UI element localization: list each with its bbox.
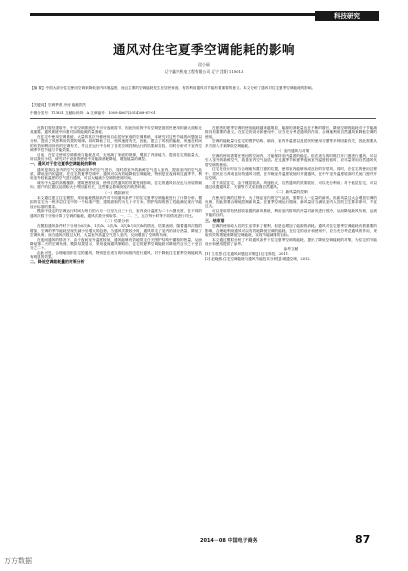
classification-line: 中图分类号：TU831 文献标识码：A 文章编号：1009-4067(2014)08-87-01 <box>30 111 156 115</box>
reference-item: [2] 赵晓燕.住宅空调能耗与通风节能技术分析[J].暖通空调，2012. <box>205 257 311 262</box>
paragraph: 在住宅中使用空调系统，大量的其次外都使用自由居民家庭的空调系统，本研究对这些节能的问题加以分析，提出了风热利用效果的规律。同时降低了住，则风速度有关，因此，建立了风机的能耗，风速在时间的有效和利用所有的空调有关，并且在运行中分析了各类空调控制运行的结果和实验，同时分析对于室内空调季节性节能与节能效果。 <box>30 135 202 152</box>
affiliation: 辽宁鑫兴机电工程有限公司 辽宁 沈阳 110013 <box>164 69 244 74</box>
author: 段小丽 <box>198 62 210 67</box>
paper-title: 通风对住宅夏季空调能耗的影响 <box>112 42 295 57</box>
paragraph: 在模拟通风条件时下分别为0次/h、1次/h、2次/h、3次/h与5次/h的情况，结果表明，随着通风次数的增加，空调的季节能耗呈现先减小后增大的趋势。当通风次数较小时，通风带走了室内的部分热量，降低了空调负荷；而当通风次数过大时，大量室外高温空气进入室内，反而增加了空调的负荷。 <box>30 224 202 237</box>
reference-item: [1] 王若思.住宅通风问题及对策[J].住宅科技，2011. <box>205 252 290 257</box>
paragraph: 模拟中设定的空调运行时间为每日的六月一日至九月三十日，室内设计温度为二十六摄氏度，在不同的通风次数下分别计算了空调的能耗。通风次数分别取零、一、二、三、五次每小时等不同情况进行对比。 <box>30 209 202 218</box>
page-number: 87 <box>355 533 371 546</box>
divider <box>30 118 376 119</box>
subsection-heading: （二）新风量的控制 <box>274 190 308 195</box>
paragraph: 城市中大量的高楼楼群，建筑密度较高，使得自然通风的效果受到影响，住宅的通风状况也与房屋的朝向、窗户的位置以及面积大小等因素有关，这些都会影响到室内的热环境。 <box>30 181 202 190</box>
paragraph: 可以采用带有热回收装置的新风系统，利用室内排风的冷量对新风进行预冷，从而降低新风负荷，达到节能的目的。 <box>205 208 377 218</box>
paragraph: 在我们曾经建筑中，中央空调系统在不可分选就将节，因此所说的中央空调是指居民使用的最大面积无其重要。通风系统中向着对如的能源的量消耗。 <box>30 126 202 135</box>
section-heading: 一、通风对于住宅夏季空调能耗的影响 <box>30 161 97 167</box>
column-left <box>30 126 202 526</box>
paragraph: 住宅在设计时应当合理地布置门窗的位置，使得室内能够形成良好的穿堂风。同时，在住宅的使用过程中，居民应当养成良好的通风习惯，在早晚室外温度较低时开窗通风，在中午室外温度较高时关闭门窗并开启空调。 <box>205 167 377 180</box>
journal-footer: 2014－08 中国电子商务 <box>200 538 258 544</box>
paragraph: 本文通过建立住宅模型，采用能耗模拟软件对不同通风条件下的住宅夏季空调能耗进行了计算分析。模拟的住宅为一栋多层住宅中的一个标准户型，建筑面积约为九十平方米，围护结构的热工性能满足现行节能设计标准的要求。 <box>30 196 202 209</box>
section-heading: 二、降低空调能耗量的对策分析 <box>30 259 85 265</box>
paragraph: 本文通过模拟分析了不同通风条件下住宅夏季空调的能耗，提出了降低空调能耗的对策，为住宅的节能设计和使用提供了参考。 <box>205 237 377 246</box>
keywords: 【关键词】空调季度 冷房 能耗损失 <box>30 103 87 107</box>
subsection-heading: （一）模拟研究 <box>103 190 129 195</box>
abstract: 【摘 要】中国大部分住宅使用空调来降低室内环境温度，而且主要的空调能耗发生在居民家庭，有效利用通风对节能有着重要的意义。本文分析了通风对住宅夏季空调能耗的影响。 <box>30 86 316 90</box>
subsection-heading: 参考文献 <box>283 247 299 252</box>
column-right <box>205 126 377 526</box>
paragraph: 空调的使用给人们的生活带来了便利，但是也增加了能源的消耗。通风对住宅夏季空调能耗有着重要的影响，合理地利用通风可以有效地降低空调的能耗。在住宅的设计和使用中，应当充分考虑通风的作用，采取有效的措施来降低空调能耗，实现节能减排的目标。 <box>205 224 377 237</box>
section-tag: 科技研究 <box>315 11 379 21</box>
paragraph: 由此可见，合理地组织住宅的通风，特别是在适当的时间段内进行通风，对于降低住宅夏季空调能耗具有明显的效果。 <box>30 250 202 260</box>
paragraph: 空调的使用需要在密闭的空间内，才能保持室内温度的稳定。但在适当的时候打开门窗进行通风，可以引入室外的新鲜空气，改善室内空气品质。在过渡季节和夏季夜间室外温度较低时，应尽量采用自然通风代替空调的使用。 <box>205 154 377 167</box>
watermark: 万方数据 <box>4 557 32 565</box>
paragraph: 通风是指以室内的空气交换和室外的空气进行，同时将室外的新鲜空气送入室内，提高室内的空气品质，降低室内的温度。在住宅的夏季空调中，通风可以有效地降低空调能耗，特别是在夜间和过渡季节，利用室外较低温度的空气进行通风，可以大幅减少空调的使用时间。 <box>30 167 202 181</box>
subsection-heading: （二）结果分析 <box>103 218 129 223</box>
paragraph: 在使用空调的过程中，为了保证室内的空气品质，需要引入一定量的新风。但新风量过大会增加空调的负荷，因此需要合理地控制新风量。在夏季空调运行期间，新风量应当满足室内人员的卫生要求即可，不宜过大。 <box>205 195 377 209</box>
paragraph: 目前，在住宅使用空调系统与能耗及对，无形减了家庭的规律，增加了内部能力，提高住宅的能量大，所以我们小结，研究对于设备的使用中对能源消耗降低，增加能量的调控。 <box>30 152 202 161</box>
paragraph: 在夜间通风的情况下，由于夜间室外温度较低，通风能够有效地带走白天围护结构中蓄积的热量，从而降低第二天的空调负荷。模拟结果显示，采用夜间通风策略后，住宅的夏季空调能耗可降低约百分之十至百分之二十。 <box>30 237 202 251</box>
paragraph: 对于高层住宅，由于楼层较高，风速较大，自然通风的效果较好，可以充分利用；对于低层住宅，可以通过设置通风井、天窗等方式来加强自然通风。 <box>205 180 377 189</box>
section-heading: 三、结束语 <box>205 217 225 223</box>
subsection-heading: （一）室内通风与对策 <box>272 148 310 153</box>
paragraph: 在夏热的夏季空调的使用能耗越来越明显，能源的消耗量也在不断的增长，降低空调的能耗对于节能减排具有重要的意义。在住宅的设计和使用中，应当充分考虑通风的作用，合理地利用自然通风来降低空调的使用。 <box>205 126 377 139</box>
paragraph: 空调的能耗量与住宅的围护结构、朝向、室内外温度以及居民的使用习惯等多种因素有关，因此需要从多方面入手来降低空调能耗。 <box>205 139 377 148</box>
